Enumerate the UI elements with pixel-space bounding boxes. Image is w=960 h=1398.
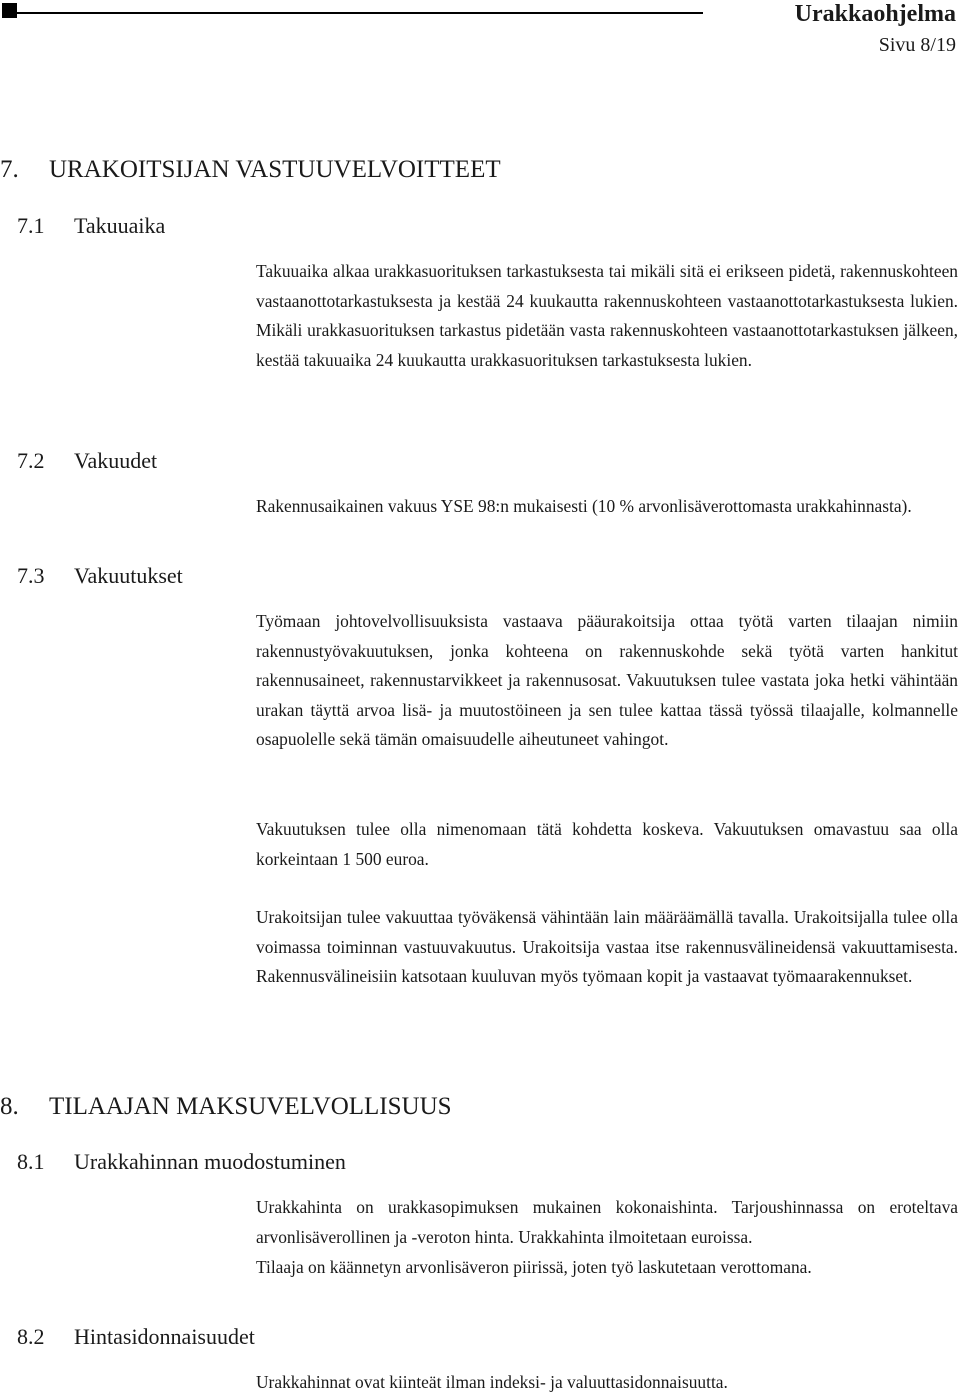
section-7-3-heading	[17, 563, 183, 589]
section-number: 7.	[0, 156, 19, 183]
section-title: Hintasidonnaisuudet	[74, 1324, 255, 1349]
section-8-2-heading	[17, 1324, 255, 1350]
section-title: Urakkahinnan muodostuminen	[74, 1149, 346, 1174]
page-number: Sivu 8/19	[878, 34, 956, 56]
section-title: TILAAJAN MAKSUVELVOLLISUUS	[49, 1093, 452, 1120]
section-title: Takuuaika	[74, 213, 166, 238]
section-title: Vakuudet	[74, 448, 158, 473]
header-square-mark	[2, 3, 17, 18]
section-number: 7.3	[17, 563, 45, 588]
section-7-1-heading	[17, 213, 165, 239]
section-number: 8.	[0, 1093, 19, 1120]
document-title: Urakkaohjelma	[794, 1, 956, 27]
section-8-heading	[0, 1093, 452, 1121]
section-7-2-heading	[17, 448, 157, 474]
paragraph-urakkahinta-1: Urakkahinta on urakkasopimuksen mukainen kokonaishinta. Tarjoushinnassa on eroteltava arvonlisäverollinen ja -veroton hinta. Urakkahinta ilmoitetaan euroissa.	[256, 1197, 958, 1247]
paragraph-hintasidonnaisuudet: Urakkahinnat ovat kiinteät ilman indeksi- ja valuuttasidonnaisuutta.	[256, 1372, 728, 1392]
paragraph-vakuutukset-2: Vakuutuksen tulee olla nimenomaan tätä kohdetta koskeva. Vakuutuksen omavastuu saa olla korkeintaan 1 500 euroa.	[256, 819, 958, 869]
section-number: 7.2	[17, 448, 45, 473]
section-8-1-heading	[17, 1149, 346, 1175]
paragraph-takuuaika: Takuuaika alkaa urakkasuorituksen tarkastuksesta tai mikäli sitä ei erikseen pidetä, rakennuskohteen vastaanottotarkastuksesta ja kestää 24 kuukautta rakennuskohteen vastaanottotarkastuksesta lukien. Mikäli urakkasuorituksen tarkastus pidetään vasta rakennuskohteen vastaanottotarkastuksen jälkeen, kestää takuuaika 24 kuukautta urakkasuorituksen tarkastuksesta lukien.	[256, 261, 958, 370]
paragraph-vakuutukset-3: Urakoitsijan tulee vakuuttaa työväkensä vähintään lain määräämällä tavalla. Urakoitsijalla tulee olla voimassa toiminnan vastuuvakuutus. Urakoitsija vastaa itse rakennusvälineidensä vakuuttamisesta. Rakennusvälineisiin katsotaan kuuluvan myös työmaan kopit ja vastaavat työmaarakennukset.	[256, 907, 958, 986]
section-title: URAKOITSIJAN VASTUUVELVOITTEET	[49, 156, 501, 183]
section-number: 7.1	[17, 213, 45, 238]
section-number: 8.1	[17, 1149, 45, 1174]
section-title: Vakuutukset	[74, 563, 183, 588]
section-7-heading	[0, 156, 501, 184]
paragraph-vakuutukset-1: Työmaan johtovelvollisuuksista vastaava pääurakoitsija ottaa työtä varten tilaajan nimiin rakennustyövakuutuksen, jonka kohteena on rakennuskohde sekä työtä varten hankitut rakennusaineet, rakennustarvikkeet ja rakennusosat. Vakuutuksen tulee vastata joka hetki vähintään urakan täyttä arvoa lisä- ja muutostöineen ja sen tulee kattaa tässä työssä tilaajalle, kolmannelle osapuolelle sekä tämän omaisuudelle aiheutuneet vahingot.	[256, 611, 958, 749]
paragraph-vakuudet: Rakennusaikainen vakuus YSE 98:n mukaisesti (10 % arvonlisäverottomasta urakkahinnasta).	[256, 496, 912, 516]
header-rule	[17, 12, 703, 14]
section-number: 8.2	[17, 1324, 45, 1349]
paragraph-urakkahinta-2: Tilaaja on käännetyn arvonlisäveron piirissä, joten työ laskutetaan verottomana.	[256, 1257, 812, 1277]
